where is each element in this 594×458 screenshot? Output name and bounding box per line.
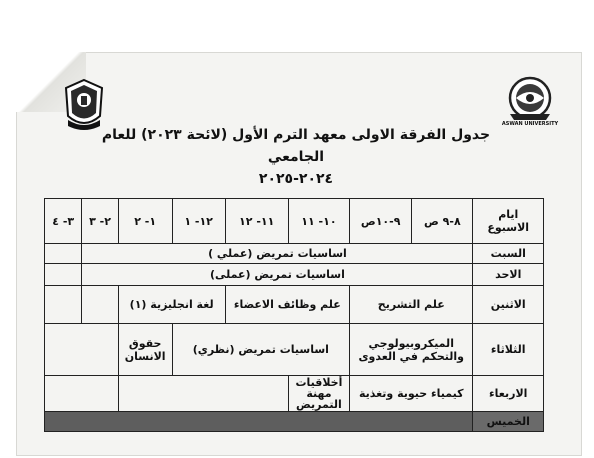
session-cell: الميكروبيولوجي والتحكم في العدوى	[350, 324, 473, 376]
thursday-row	[45, 412, 544, 432]
wednesday-row	[45, 376, 544, 412]
session-cell: كيمياء حيوية وتغذية	[350, 376, 473, 412]
empty-cell	[82, 286, 118, 324]
slot-header: ١- ٢	[118, 199, 172, 244]
empty-cell	[45, 324, 119, 376]
day-cell-wednesday: الاربعاء	[473, 376, 544, 412]
days-header-cell: ايام الاسبوع	[473, 199, 544, 244]
header-row	[45, 199, 544, 244]
saturday-row	[45, 244, 544, 264]
schedule-table	[44, 198, 544, 432]
slot-header: ٢- ٣	[82, 199, 118, 244]
slot-header: ١٠- ١١	[288, 199, 349, 244]
day-cell-monday: الاثنين	[473, 286, 544, 324]
aswan-university-emblem-icon	[502, 74, 558, 128]
session-cell: علم التشريح	[350, 286, 473, 324]
slot-header: ١١- ١٢	[225, 199, 288, 244]
session-cell: علم وظائف الاعضاء	[225, 286, 349, 324]
tuesday-row	[45, 324, 544, 376]
day-cell-tuesday: الثلاثاء	[473, 324, 544, 376]
university-logo-text: ASWAN UNIVERSITY	[501, 121, 559, 127]
session-cell: حقوق الانسان	[118, 324, 172, 376]
empty-cell	[45, 412, 473, 432]
sunday-row	[45, 264, 544, 286]
title-line-2: ٢٠٢٤-٢٠٢٥	[258, 171, 334, 187]
day-cell-sunday: الاحد	[473, 264, 544, 286]
session-cell: اساسيات تمريض (عملي )	[82, 244, 473, 264]
slot-header: ٨-٩ ص	[412, 199, 473, 244]
day-cell-saturday: السبت	[473, 244, 544, 264]
empty-cell	[118, 376, 288, 412]
slot-header: ٩-١٠ص	[350, 199, 412, 244]
session-cell: لغة انجليزية (١)	[118, 286, 225, 324]
schedule-title	[96, 124, 496, 190]
empty-cell	[45, 376, 119, 412]
session-cell: أخلاقيات مهنة التمريض	[288, 376, 349, 412]
empty-cell	[45, 264, 82, 286]
slot-header: ١٢- ١	[172, 199, 225, 244]
slot-header: ٣- ٤	[45, 199, 82, 244]
institute-emblem-icon	[62, 78, 106, 130]
title-line-1: جدول الفرقة الاولى معهد الترم الأول (لائحة ٢٠٢٣) للعام الجامعي	[101, 127, 491, 165]
session-cell: اساسيات تمريض (نظري)	[172, 324, 349, 376]
monday-row	[45, 286, 544, 324]
day-cell-thursday: الخميس	[473, 412, 544, 432]
empty-cell	[45, 244, 82, 264]
empty-cell	[45, 286, 82, 324]
session-cell: اساسيات تمريض (عملى)	[82, 264, 473, 286]
